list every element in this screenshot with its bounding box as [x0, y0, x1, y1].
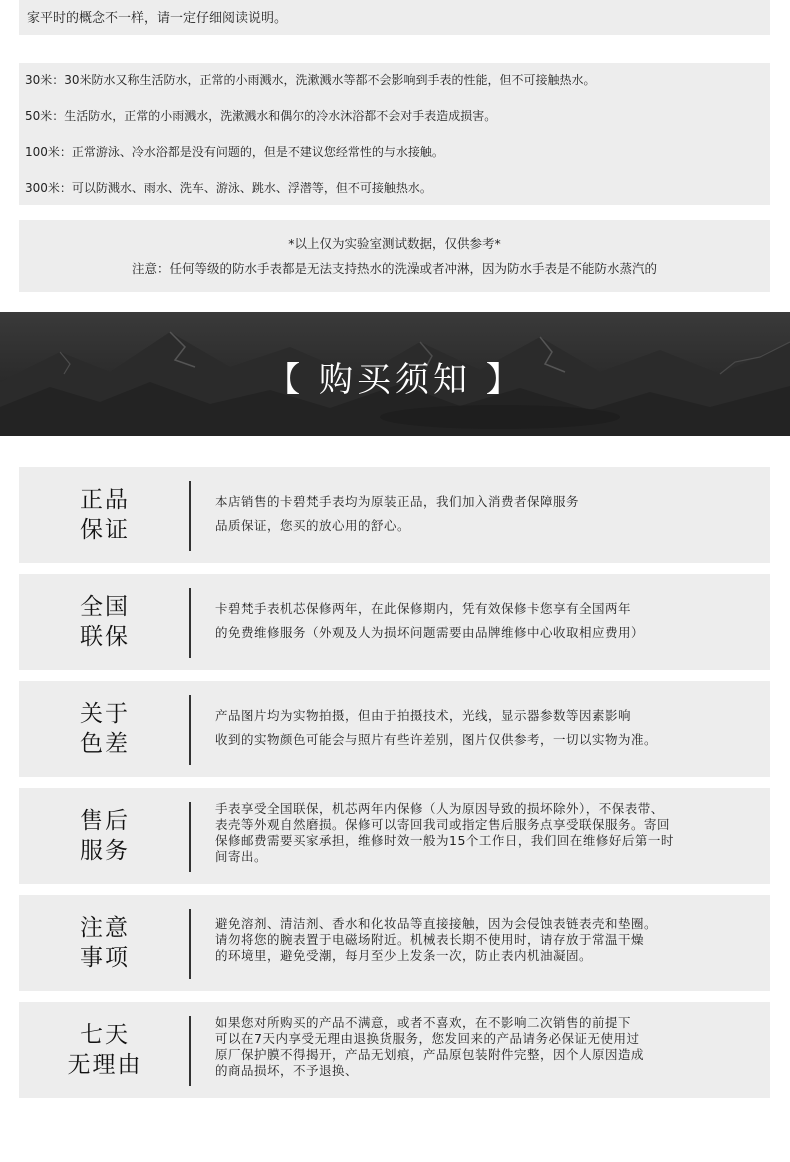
card-title: 售后 服务 — [80, 808, 130, 864]
card-after-sales — [19, 788, 770, 884]
card-text: 如果您对所购买的产品不满意，或者不喜欢，在不影响二次销售的前提下 可以在7天内享受无理由退换货服务，您发回来的产品请务必保证无使用过 原厂保护膜不得揭开，产品无划痕，产品原包装附件完整，因个人原因造成 的商品损坏，不予退换、 — [215, 1015, 645, 1078]
card-text: 避免溶剂、清洁剂、香水和化妆品等直接接触，因为会侵蚀表链表壳和垫圈。 请勿将您的腕表置于电磁场附近。机械表长期不使用时，请存放于常温干燥 的环境里，避免受潮，每月至少上发条一次，防止表内机油凝固。 — [215, 916, 658, 963]
intro-box — [19, 0, 770, 35]
intro-text: 家平时的概念不一样，请一定仔细阅读说明。 — [27, 11, 288, 26]
card-national-warranty — [19, 574, 770, 670]
waterproof-level-100m: 100米：正常游泳、冷水浴都是没有问题的，但是不建议您经常性的与水接触。 — [25, 145, 444, 159]
card-text: 产品图片均为实物拍摄，但由于拍摄技术，光线，显示器参数等因素影响 收到的实物颜色可能会与照片有些许差别，图片仅供参考，一切以实物为准。 — [215, 708, 658, 747]
card-text: 手表享受全国联保，机芯两年内保修（人为原因导致的损坏除外），不保表带、 表壳等外观自然磨损。保修可以寄回我司或指定售后服务点享受联保服务。寄回 保修邮费需要买家承担，维修时效一般为15个工作日，我们回在维修好后第一时 间寄出。 — [215, 801, 674, 864]
card-text: 本店销售的卡碧梵手表均为原装正品，我们加入消费者保障服务 品质保证，您买的放心用的舒心。 — [215, 494, 580, 533]
card-seven-day-return — [19, 1002, 770, 1098]
card-divider — [189, 481, 191, 551]
card-divider — [189, 695, 191, 765]
lab-data-note: *以上仅为实验室测试数据，仅供参考* — [288, 236, 501, 251]
card-color-difference — [19, 681, 770, 777]
banner-title: 【 购买须知 】 — [266, 360, 524, 400]
waterproof-levels-box — [19, 63, 770, 205]
card-title: 七天 无理由 — [67, 1022, 143, 1078]
card-title: 注意 事项 — [80, 915, 130, 971]
waterproof-level-50m: 50米：生活防水，正常的小雨溅水，洗漱溅水和偶尔的冷水沐浴都不会对手表造成损害。 — [25, 109, 497, 123]
card-title: 正品 保证 — [80, 487, 130, 543]
notes-box — [19, 220, 770, 292]
card-divider — [189, 1016, 191, 1086]
card-text: 卡碧梵手表机芯保修两年，在此保修期内，凭有效保修卡您享有全国两年 的免费维修服务（外观及人为损坏问题需要由品牌维修中心收取相应费用） — [215, 601, 645, 640]
card-precautions — [19, 895, 770, 991]
hot-water-warning: 注意：任何等级的防水手表都是无法支持热水的洗澡或者冲淋，因为防水手表是不能防水蒸汽的 — [131, 261, 657, 276]
card-divider — [189, 588, 191, 658]
card-title: 全国 联保 — [80, 594, 130, 650]
waterproof-level-30m: 30米：30米防水又称生活防水，正常的小雨溅水，洗漱溅水等都不会影响到手表的性能，但不可接触热水。 — [25, 73, 596, 87]
purchase-notice-banner — [0, 312, 790, 436]
card-divider — [189, 802, 191, 872]
card-title: 关于 色差 — [80, 701, 130, 757]
card-genuine-guarantee — [19, 467, 770, 563]
card-divider — [189, 909, 191, 979]
waterproof-level-300m: 300米：可以防溅水、雨水、洗车、游泳、跳水、浮潜等，但不可接触热水。 — [25, 181, 432, 195]
